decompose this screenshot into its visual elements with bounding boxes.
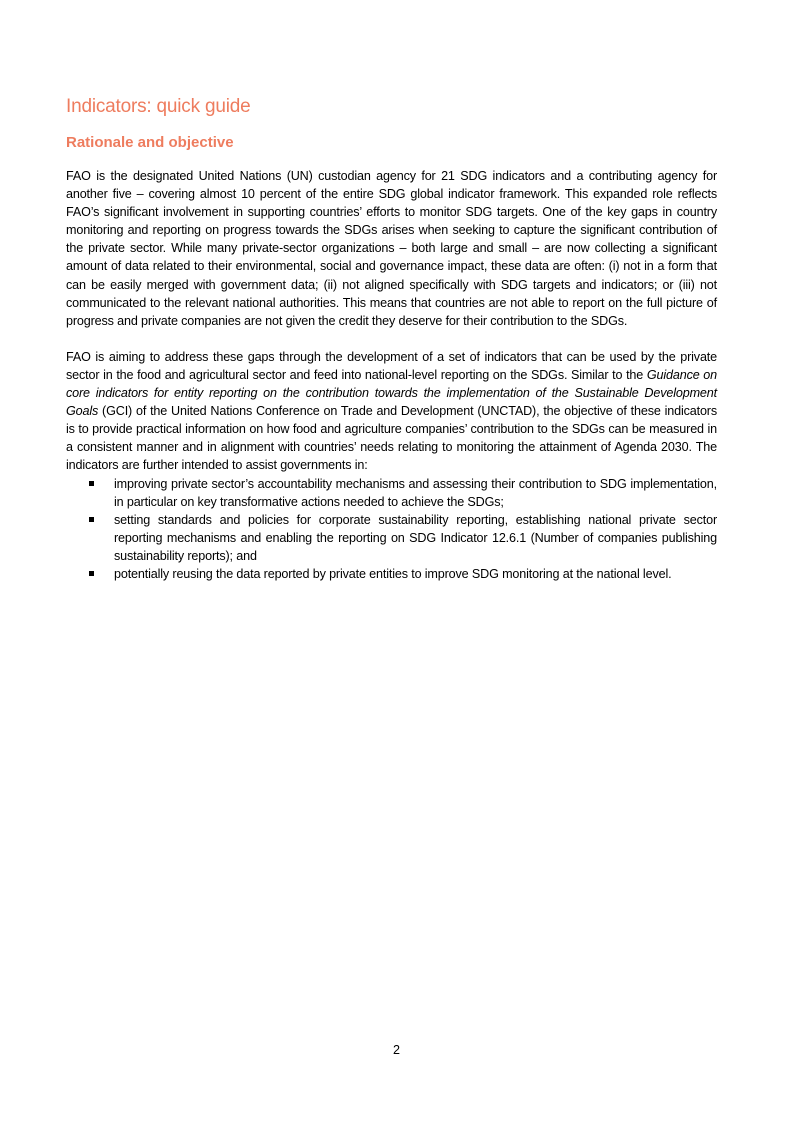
square-bullet-icon — [89, 517, 94, 522]
list-item-text: setting standards and policies for corporate sustainability reporting, establishing national private sector reporting mechanisms and enabling the reporting on SDG Indicator 12.6.1 (Number of companies publishing sustainability reports); and — [114, 512, 717, 563]
gci-document-title: Guidance on core indicators for entity reporting on the contribution towards the implementation of the Sustainable Development Goals — [66, 367, 717, 419]
objectives-bullet-list — [66, 475, 717, 584]
page-number: 2 — [392, 1043, 400, 1057]
page-title: Indicators: quick guide — [66, 96, 251, 117]
paragraph-rationale: FAO is the designated United Nations (UN) custodian agency for 21 SDG indicators and a contributing agency for another five – covering almost 10 percent of the entire SDG global indicator framework. This expanded role reflects FAO’s significant involvement in supporting countries’ efforts to monitor SDG targets. One of the key gaps in country monitoring and reporting on progress towards the SDGs arises when seeking to capture the significant contribution of the private sector. While many private-sector organizations – both large and small – are now collecting a significant amount of data related to their environmental, social and governance impact, these data are often: (i) not in a form that can be easily merged with government data; (ii) not aligned specifically with SDG targets and indicators; or (iii) not communicated to the relevant national authorities. This means that countries are not able to report on the full picture of progress and private companies are not given the credit they deserve for their contribution to the SDGs. — [66, 169, 717, 328]
paragraph-objective-text-start: FAO is aiming to address these gaps through the development of a set of indicators that can be used by the private sector in the food and agricultural sector and feed into national-level reporting on the SDGs. Similar to the — [66, 349, 717, 382]
list-item — [66, 565, 717, 583]
list-item — [66, 475, 717, 511]
list-item — [66, 511, 717, 565]
paragraph-objective — [66, 348, 717, 475]
page-content — [66, 95, 717, 583]
square-bullet-icon — [89, 481, 94, 486]
square-bullet-icon — [89, 571, 94, 576]
list-item-text: potentially reusing the data reported by private entities to improve SDG monitoring at the national level. — [114, 566, 672, 581]
section-heading: Rationale and objective — [66, 134, 234, 151]
list-item-text: improving private sector’s accountability mechanisms and assessing their contribution to SDG implementation, in particular on key transformative actions needed to achieve the SDGs; — [114, 476, 717, 509]
paragraph-objective-text-end: (GCI) of the United Nations Conference on Trade and Development (UNCTAD), the objective of these indicators is to provide practical information on how food and agriculture companies’ contribution to the SDGs can be measured in a consistent manner and in alignment with countries’ needs relating to monitoring the attainment of Agenda 2030. The indicators are further intended to assist governments in: — [66, 404, 717, 473]
